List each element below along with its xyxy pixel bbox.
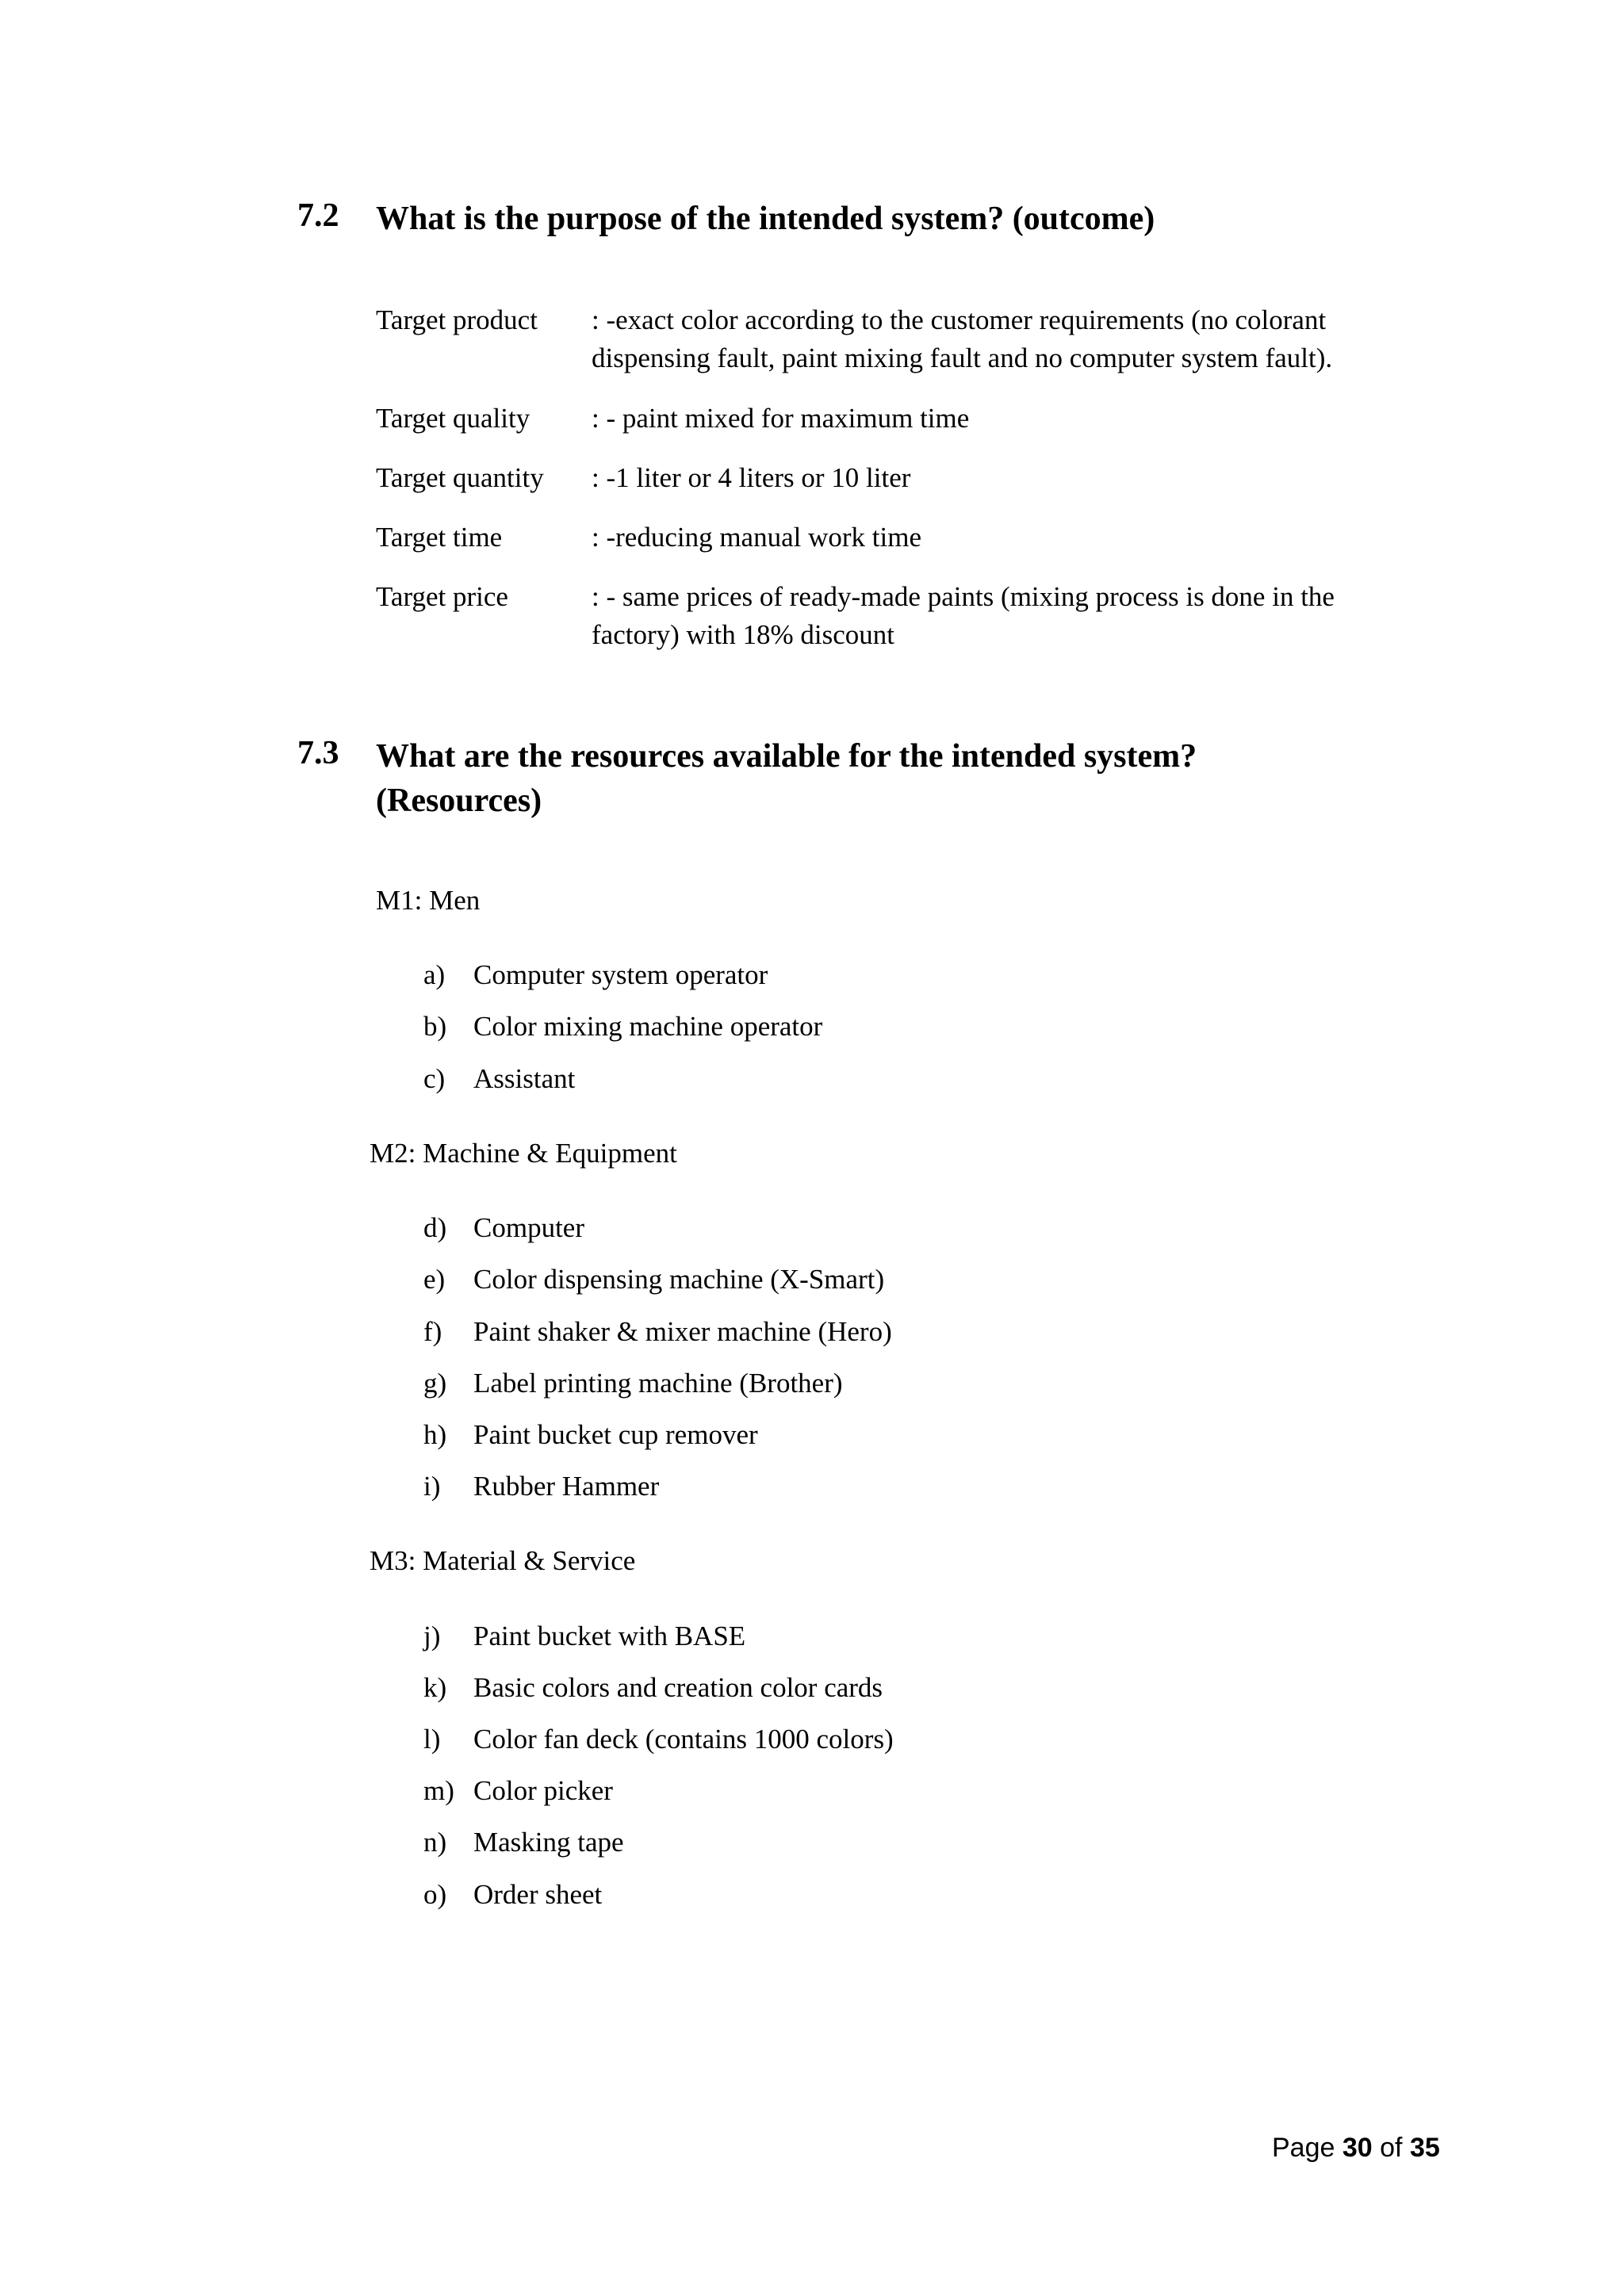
target-product-value-cont: dispensing fault, paint mixing fault and no computer system fault).: [592, 342, 1333, 373]
list-marker: a): [423, 959, 446, 990]
page-number-footer: [1272, 2133, 1440, 2164]
group-heading-machine-equipment: M2: Machine & Equipment: [370, 1138, 677, 1169]
list-item: Masking tape: [473, 1827, 624, 1858]
target-quality-value: : - paint mixed for maximum time: [592, 403, 970, 434]
list-marker: d): [423, 1212, 447, 1243]
section-title-7-3-cont: (Resources): [376, 783, 542, 819]
list-item: Assistant: [473, 1063, 576, 1094]
list-item: Paint bucket with BASE: [473, 1621, 746, 1651]
target-product-label: Target product: [376, 304, 538, 335]
list-item: Paint bucket cup remover: [473, 1419, 758, 1450]
list-marker: m): [423, 1775, 454, 1806]
target-quantity-value: : -1 liter or 4 liters or 10 liter: [592, 462, 911, 493]
section-title-7-2: What is the purpose of the intended system? (outcome): [376, 201, 1155, 237]
list-marker: h): [423, 1419, 447, 1450]
target-price-value-cont: factory) with 18% discount: [592, 619, 894, 650]
list-marker: g): [423, 1368, 447, 1399]
list-item: Color picker: [473, 1775, 613, 1806]
list-item: Paint shaker & mixer machine (Hero): [473, 1316, 892, 1347]
list-item: Computer system operator: [473, 959, 768, 990]
section-number-7-2: 7.2: [297, 197, 339, 234]
target-price-label: Target price: [376, 581, 508, 612]
list-marker: i): [423, 1471, 441, 1502]
list-marker: f): [423, 1316, 442, 1347]
section-number-7-3: 7.3: [297, 735, 339, 771]
target-quantity-label: Target quantity: [376, 462, 544, 493]
section-title-7-3: What are the resources available for the intended system?: [376, 738, 1197, 775]
list-marker: e): [423, 1264, 446, 1295]
group-heading-men: M1: Men: [376, 885, 481, 916]
list-item: Label printing machine (Brother): [473, 1368, 843, 1399]
target-product-value: : -exact color according to the customer requirements (no colorant: [592, 304, 1327, 335]
list-item: Rubber Hammer: [473, 1471, 660, 1502]
target-price-value: : - same prices of ready-made paints (mixing process is done in the: [592, 581, 1335, 612]
page-word: Page: [1272, 2133, 1335, 2163]
list-marker: j): [423, 1621, 441, 1651]
list-marker: k): [423, 1672, 447, 1703]
list-item: Basic colors and creation color cards: [473, 1672, 883, 1703]
of-word: of: [1380, 2133, 1403, 2163]
group-heading-material-service: M3: Material & Service: [370, 1545, 636, 1576]
list-marker: n): [423, 1827, 447, 1858]
target-time-value: : -reducing manual work time: [592, 522, 921, 553]
total-page-number: 35: [1409, 2133, 1440, 2163]
list-item: Color fan deck (contains 1000 colors): [473, 1724, 894, 1755]
list-item: Color mixing machine operator: [473, 1011, 823, 1042]
list-marker: b): [423, 1011, 447, 1042]
current-page-number: 30: [1342, 2133, 1373, 2163]
list-marker: o): [423, 1879, 447, 1910]
list-item: Color dispensing machine (X-Smart): [473, 1264, 885, 1295]
target-quality-label: Target quality: [376, 403, 530, 434]
list-marker: c): [423, 1063, 446, 1094]
list-item: Order sheet: [473, 1879, 603, 1910]
target-time-label: Target time: [376, 522, 503, 553]
list-item: Computer: [473, 1212, 584, 1243]
list-marker: l): [423, 1724, 441, 1755]
